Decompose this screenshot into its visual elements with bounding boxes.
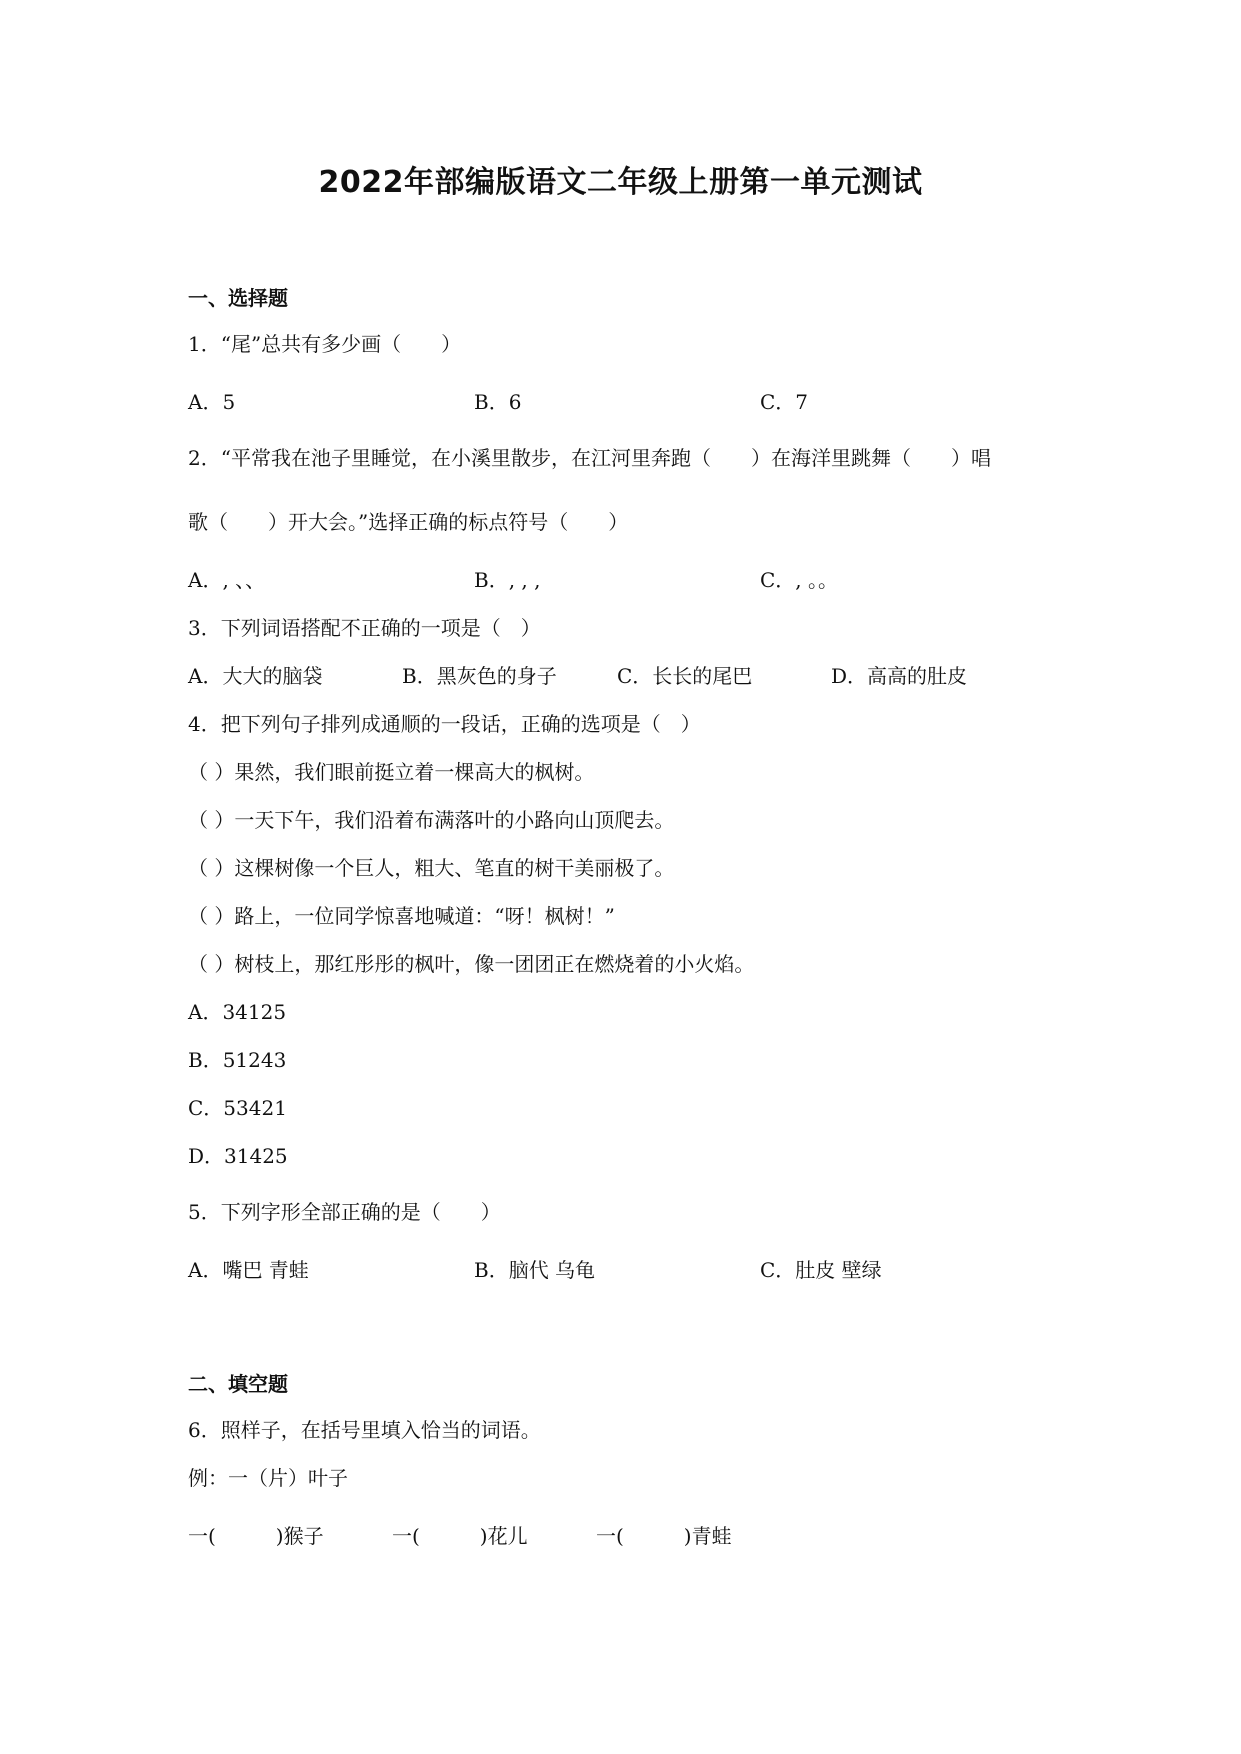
question-4-stem: 4．把下列句子排列成通顺的一段话，正确的选项是（ ） xyxy=(188,712,701,736)
question-4-option-d: D．31425 xyxy=(188,1144,288,1168)
question-6-blank-1: 一( )猴子 xyxy=(188,1524,324,1548)
question-3-option-b: B．黑灰色的身子 xyxy=(402,664,557,688)
question-2-option-c: C．, 。。 xyxy=(760,568,839,592)
question-1-option-a: A．5 xyxy=(188,390,236,414)
question-3-stem: 3．下列词语搭配不正确的一项是（ ） xyxy=(188,616,541,640)
question-2-option-b: B．, , , xyxy=(474,568,541,592)
question-4-sentence-4: （ ）路上，一位同学惊喜地喊道：“呀！枫树！” xyxy=(188,904,615,928)
question-4-sentence-5: （ ）树枝上，那红彤彤的枫叶，像一团团正在燃烧着的小火焰。 xyxy=(188,952,755,976)
question-6-example: 例：一（片）叶子 xyxy=(188,1466,348,1490)
question-4-option-a: A．34125 xyxy=(188,1000,287,1024)
question-5-option-a: A．嘴巴 青蛙 xyxy=(188,1258,309,1282)
question-3-option-c: C．长长的尾巴 xyxy=(617,664,753,688)
question-4-option-b: B．51243 xyxy=(188,1048,287,1072)
question-3-option-a: A．大大的脑袋 xyxy=(188,664,323,688)
question-1-option-c: C．7 xyxy=(760,390,809,414)
section-heading-choice: 一、选择题 xyxy=(188,286,288,310)
question-3-option-d: D．高高的肚皮 xyxy=(831,664,968,688)
question-1-option-b: B．6 xyxy=(474,390,522,414)
question-2-stem-line2: 歌（ ）开大会。”选择正确的标点符号（ ） xyxy=(188,510,629,534)
question-5-option-b: B．脑代 乌龟 xyxy=(474,1258,596,1282)
question-6-blank-3: 一( )青蛙 xyxy=(596,1524,732,1548)
question-4-sentence-1: （ ）果然，我们眼前挺立着一棵高大的枫树。 xyxy=(188,760,595,784)
question-5-option-c: C．肚皮 壁绿 xyxy=(760,1258,882,1282)
question-6-stem: 6．照样子，在括号里填入恰当的词语。 xyxy=(188,1418,541,1442)
question-2-option-a: A．, 、、 xyxy=(188,568,266,592)
question-2-stem-line1: 2．“平常我在池子里睡觉，在小溪里散步，在江河里奔跑（ ）在海洋里跳舞（ ）唱 xyxy=(188,446,991,470)
question-4-sentence-3: （ ）这棵树像一个巨人，粗大、笔直的树干美丽极了。 xyxy=(188,856,675,880)
question-5-stem: 5．下列字形全部正确的是（ ） xyxy=(188,1200,501,1224)
page-title: 2022年部编版语文二年级上册第一单元测试 xyxy=(318,165,923,200)
question-4-option-c: C．53421 xyxy=(188,1096,287,1120)
question-1-stem: 1．“尾”总共有多少画（ ） xyxy=(188,332,462,356)
question-6-blank-2: 一( )花儿 xyxy=(392,1524,528,1548)
question-4-sentence-2: （ ）一天下午，我们沿着布满落叶的小路向山顶爬去。 xyxy=(188,808,675,832)
section-heading-fill: 二、填空题 xyxy=(188,1372,288,1396)
